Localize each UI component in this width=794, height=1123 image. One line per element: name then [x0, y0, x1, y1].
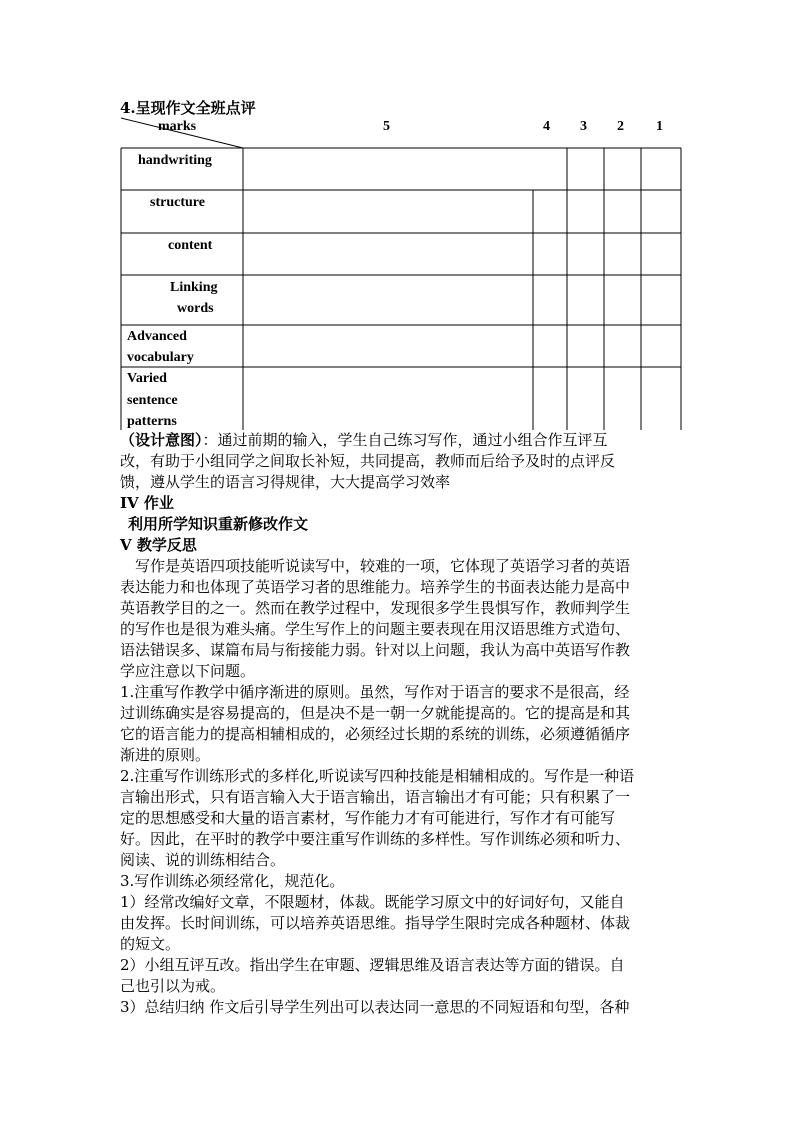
row-label-linking-line2: words — [177, 301, 214, 316]
reflection-p3-line-5: 阅读、说的训练相结合。 — [120, 851, 286, 869]
reflection-p4-line-6: 己也引以为戒。 — [120, 977, 226, 995]
row-label-advanced-line1: Advanced — [127, 329, 187, 344]
row-label-varied-line2: sentence — [127, 393, 178, 408]
reflection-p2-line-4: 渐进的原则。 — [120, 746, 211, 764]
score-header-5: 5 — [383, 119, 390, 134]
score-header-2: 2 — [617, 119, 624, 134]
table-corner-label: marks — [158, 119, 197, 134]
section-v-title: V 教学反思 — [120, 536, 197, 554]
score-header-4: 4 — [543, 119, 550, 134]
reflection-p1-line-6: 学应注意以下问题。 — [120, 662, 256, 680]
design-intent-line-1 — [120, 430, 608, 451]
row-label-linking-line1: Linking — [170, 280, 218, 295]
score-header-3: 3 — [580, 119, 587, 134]
section-4-title: 4.呈现作文全班点评 — [120, 99, 256, 117]
reflection-p1-line-4: 的写作也是很为难头痛。学生写作上的问题主要表现在用汉语思维方式造句、 — [120, 620, 631, 638]
reflection-p1-line-5: 语法错误多、谋篇布局与衔接能力弱。针对以上问题，我认为高中英语写作教 — [120, 641, 631, 659]
reflection-p4-line-7: 3）总结归纳 作文后引导学生列出可以表达同一意思的不同短语和句型，各种 — [120, 998, 630, 1016]
reflection-p3-line-2: 言输出形式，只有语言输入大于语言输出，语言输出才有可能；只有积累了一 — [120, 788, 631, 806]
reflection-p3-line-4: 好。因此，在平时的教学中要注重写作训练的多样性。写作训练必须和听力、 — [120, 830, 631, 848]
reflection-p2-line-1: 1.注重写作教学中循序渐进的原则。虽然，写作对于语言的要求不是很高，经 — [120, 683, 630, 701]
row-label-content: content — [168, 238, 213, 253]
design-intent-line-3: 馈，遵从学生的语言习得规律，大大提高学习效率 — [120, 473, 451, 491]
evaluation-table-grid — [0, 0, 794, 440]
reflection-p1-line-1: 写作是英语四项技能听说读写中，较难的一项，它体现了英语学习者的英语 — [135, 557, 631, 575]
section-iv-content: 利用所学知识重新修改作文 — [128, 515, 309, 533]
row-label-handwriting: handwriting — [138, 153, 212, 168]
section-iv-title: IV 作业 — [120, 494, 174, 512]
reflection-p2-line-3: 它的语言能力的提高相辅相成的，必须经过长期的系统的训练，必须遵循循序 — [120, 725, 631, 743]
reflection-p4-line-1: 3.写作训练必须经常化，规范化。 — [120, 872, 345, 890]
reflection-p2-line-2: 过训练确实是容易提高的，但是决不是一朝一夕就能提高的。它的提高是和其 — [120, 704, 631, 722]
design-intent-text-1: ：通过前期的输入，学生自己练习写作，通过小组合作互评互 — [202, 431, 608, 449]
reflection-p4-line-3: 由发挥。长时间训练，可以培养英语思维。指导学生限时完成各种题材、体裁 — [120, 914, 631, 932]
reflection-p4-line-2: 1）经常改编好文章，不限题材，体裁。既能学习原文中的好词好句，又能自 — [120, 893, 625, 911]
design-intent-line-2: 改，有助于小组同学之间取长补短，共同提高，教师而后给予及时的点评反 — [120, 452, 616, 470]
reflection-p4-line-5: 2）小组互评互改。指出学生在审题、逻辑思维及语言表达等方面的错误。自 — [120, 956, 625, 974]
design-intent-label: （设计意图） — [120, 431, 203, 449]
reflection-p1-line-3: 英语教学目的之一。然而在教学过程中，发现很多学生畏惧写作，教师判学生 — [120, 599, 631, 617]
reflection-p3-line-1: 2.注重写作训练形式的多样化,听说读写四种技能是相辅相成的。写作是一种语 — [120, 767, 635, 785]
reflection-p1-line-2: 表达能力和也体现了英语学习者的思维能力。培养学生的书面表达能力是高中 — [120, 578, 631, 596]
reflection-p3-line-3: 定的思想感受和大量的语言素材，写作能力才有可能进行，写作才有可能写 — [120, 809, 616, 827]
reflection-p4-line-4: 的短文。 — [120, 935, 181, 953]
row-label-advanced-line2: vocabulary — [127, 350, 194, 365]
row-label-varied-line3: patterns — [127, 414, 177, 429]
row-label-structure: structure — [150, 195, 205, 210]
score-header-1: 1 — [656, 119, 663, 134]
row-label-varied-line1: Varied — [127, 371, 167, 386]
